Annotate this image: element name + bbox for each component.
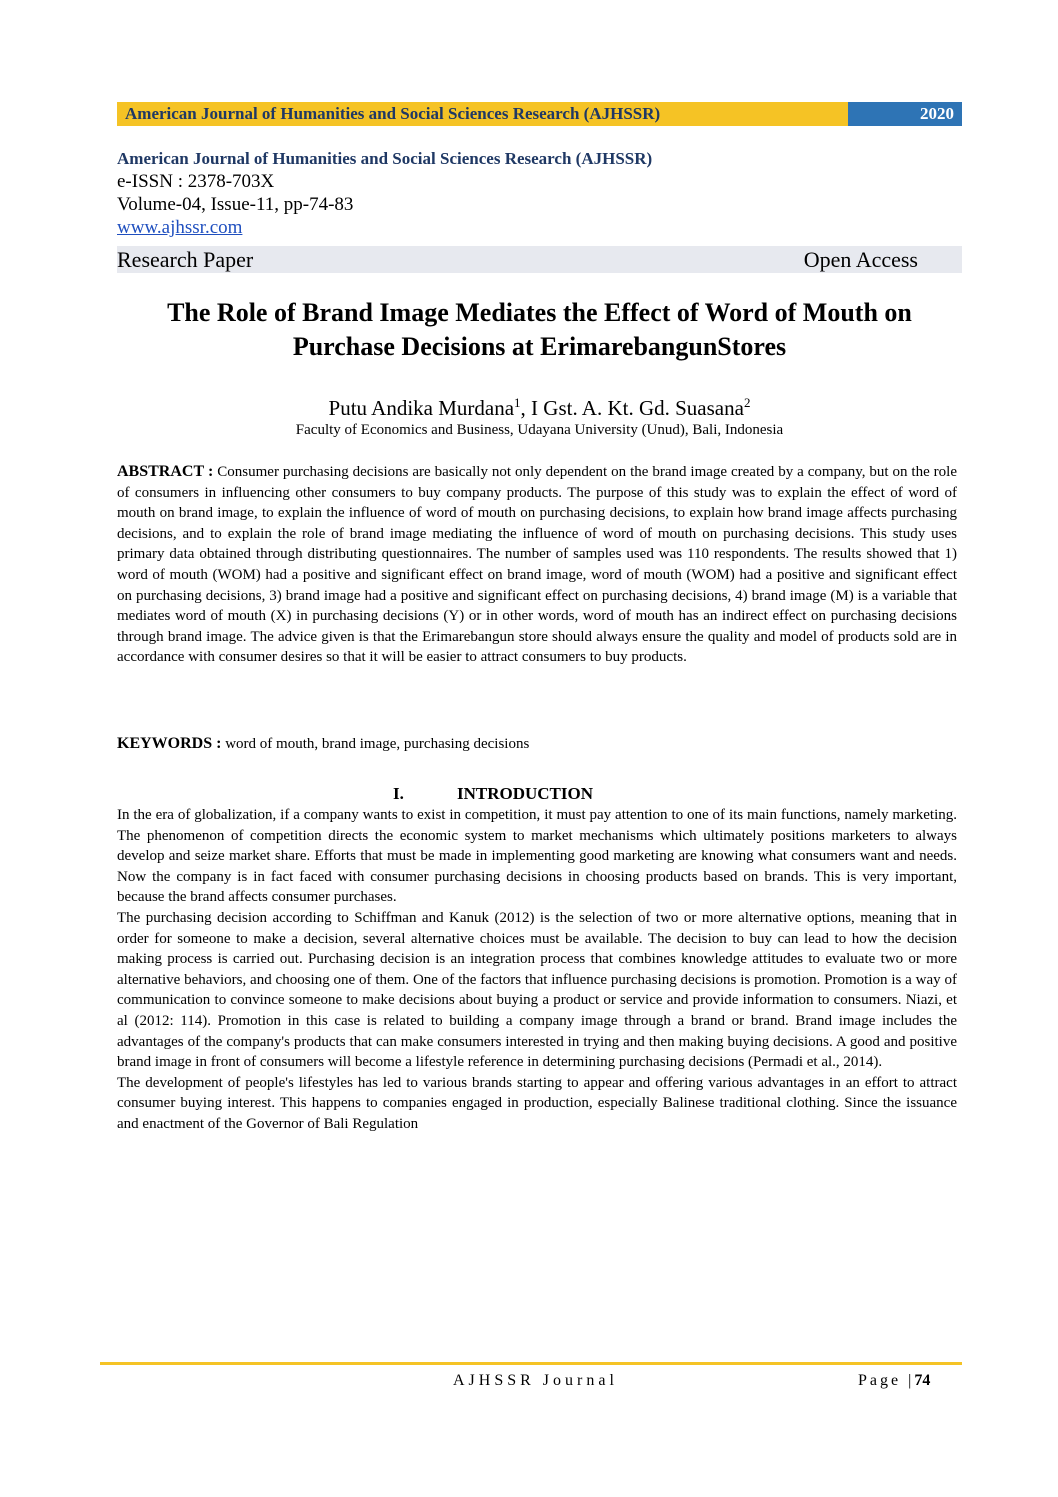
running-header [117,102,962,126]
paragraph-1: In the era of globalization, if a company wants to exist in competition, it must pay attention to one of its main functions, namely marketing. The phenomenon of competition directs the economic system to market mechanisms which ultimately positions marketers to always develop and seize market share. Efforts that must be made in implementing good marketing are knowing what consumers want and needs. Now the company is in fact faced with consumer purchasing decisions in choosing products based on brands. This is very important, because the brand affects consumer purchases. [117,807,957,906]
abstract-label: ABSTRACT : [117,463,214,480]
journal-website-link[interactable]: www.ajhssr.com [117,217,243,238]
paragraph-2: The purchasing decision according to Schiffman and Kanuk (2012) is the selection of two or more alternative options, meaning that in order for someone to make a decision, several alternative choices must be available. The decision to buy can lead to how the decision making process is carried out. Purchasing decision is an integration process that combines knowledge attitudes to evaluate two or more alternative behaviors, and choosing one of them. One of the factors that influence purchasing decisions is promotion. Promotion is a way of communication to convince someone to make decisions about buying a product or service and provide information to consumers. Niazi, et al (2012: 114). Promotion in this case is related to building a company image through a brand or brand. Brand image includes the advantages of the company's products that can make consumers interested in trying and then making buying decisions. A good and positive brand image in front of consumers will become a lifestyle reference in determining purchasing decisions (Permadi et al., 2014). [117,909,957,1071]
affiliation: Faculty of Economics and Business, Udayana University (Unud), Bali, Indonesia [295,422,784,438]
keywords-label: KEYWORDS : [117,735,222,752]
meta-eissn: e-ISSN : 2378-703X [117,171,275,192]
author-1-affil-mark: 1 [514,395,521,410]
meta-volume: Volume-04, Issue-11, pp-74-83 [117,194,354,215]
author-2-affil-mark: 2 [743,395,751,410]
abstract [117,462,957,668]
section-number: I. [393,784,404,803]
title-line-1: The Role of Brand Image Mediates the Effect of Word of Mouth on [167,298,912,327]
keywords-text: word of mouth, brand image, purchasing decisions [225,736,530,752]
author-1: Putu Andika Murdana [328,396,515,420]
running-header-journal: American Journal of Humanities and Social Sciences Research (AJHSSR) [117,102,848,126]
footer-page-number: 74 [914,1372,931,1389]
access-type: Open Access [803,247,918,272]
author-list [117,390,962,421]
section-title: INTRODUCTION [457,784,594,803]
footer-journal: AJHSSR Journal [453,1372,618,1389]
paragraph-3: The development of people's lifestyles has led to various brands starting to appear and offering various advantages in an effort to attract consumer buying interest. This happens to companies engaged in production, especially Balinese traditional clothing. Since the issuance and enactment of the Governor of Bali Regulation [117,1074,957,1132]
introduction-body [117,805,957,1135]
meta-journal-name: American Journal of Humanities and Social Sciences Research (AJHSSR) [117,149,653,168]
abstract-text: Consumer purchasing decisions are basically not only dependent on the brand image created by a company, but on the role of consumers in influencing other consumers to buy company products. The purpose of this study was to explain the effect of word of mouth on brand image, to explain the influence of word of mouth on purchasing decisions, to explain how brand image affects purchasing decisions, and to explain the role of brand image mediating the influence of word of mouth on purchasing decisions. This study uses primary data obtained through distributing questionnaires. The number of samples used was 110 respondents. The results showed that 1) word of mouth (WOM) had a positive and significant effect on brand image, word of mouth (WOM) had a positive and significant effect on purchasing decisions, 3) brand image had a positive and significant effect on purchasing decisions, 4) brand image (M) is a variable that mediates word of mouth (X) in purchasing decisions (Y) or in other words, word of mouth has an indirect effect on purchasing decisions through brand image. The advice given is that the Erimarebangun store should always ensure the quality and model of products sold are in accordance with consumer desires so that it will be easier to attract consumers to buy products. [117,464,958,666]
author-separator: , [520,396,532,420]
title-line-2: Purchase Decisions at ErimarebangunStores [292,332,787,361]
paper-type: Research Paper [117,247,254,272]
footer-page [858,1372,930,1390]
keywords [117,734,957,754]
journal-meta [117,148,962,239]
footer-page-label: Page | [858,1372,915,1389]
running-header-year: 2020 [848,102,962,126]
author-2: I Gst. A. Kt. Gd. Suasana [531,396,744,420]
paper-title [117,296,962,364]
paper-type-bar [117,246,962,273]
footer-divider [100,1362,962,1365]
